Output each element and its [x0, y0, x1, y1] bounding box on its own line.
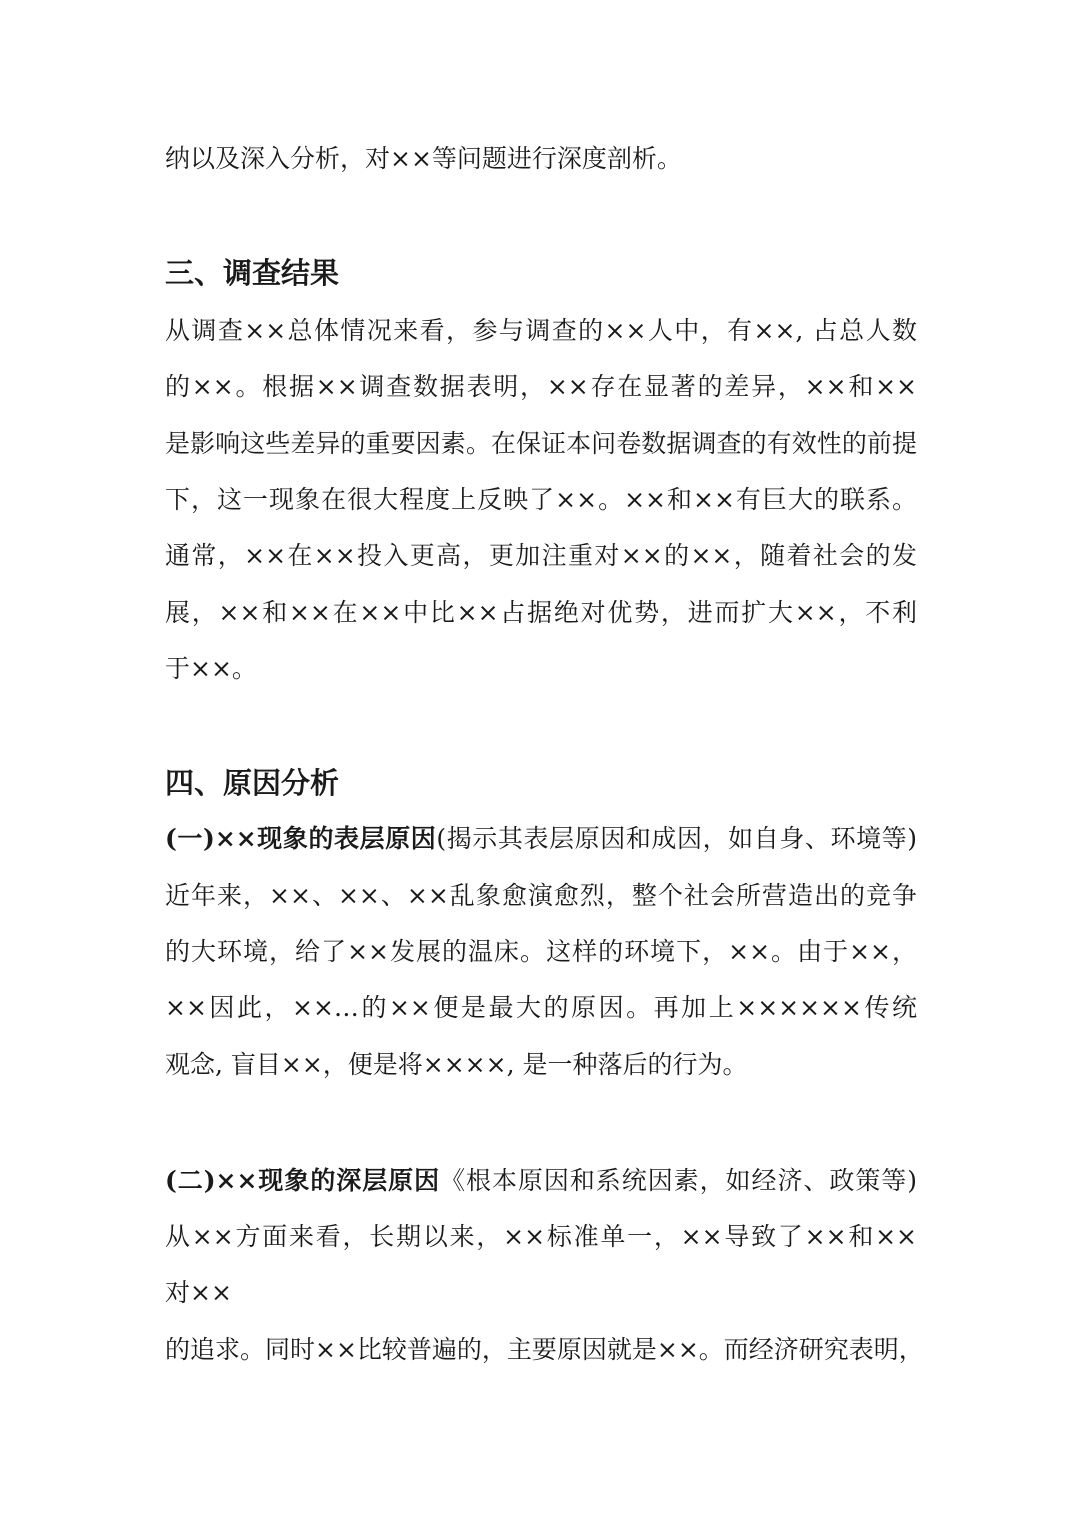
paragraph-line: 近年来，××、××、××乱象愈演愈烈，整个社会所营造出的竞争 [165, 881, 917, 910]
section-heading-results: 三、调查结果 [165, 256, 340, 290]
paragraph-line: 通常，××在××投入更高，更加注重对××的××，随着社会的发 [165, 541, 917, 570]
paragraph-line: 展，××和××在××中比××占据绝对优势，进而扩大××，不利 [165, 598, 917, 627]
paragraph-line: 对×× [165, 1278, 232, 1307]
paragraph-line: 的追求。同时××比较普遍的，主要原因就是××。而经济研究表明， [165, 1335, 924, 1364]
paragraph-line: 于××。 [165, 654, 257, 683]
paragraph-line: 的××。根据××调查数据表明，××存在显著的差异，××和×× [165, 372, 917, 401]
subsection-title-note: 《根本原因和系统因素，如经济、政策等) [440, 1166, 917, 1195]
section-heading-analysis: 四、原因分析 [165, 766, 340, 800]
paragraph-line: 观念, 盲目××，便是将××××, 是一种落后的行为。 [165, 1050, 748, 1079]
subsection-title-deep [165, 1164, 917, 1198]
paragraph-line: 是影响这些差异的重要因素。在保证本问卷数据调查的有效性的前提 [165, 429, 917, 458]
subsection-title-bold: (二)××现象的深层原因 [165, 1166, 441, 1195]
paragraph-line: 的大环境，给了××发展的温床。这样的环境下，××。由于××， [165, 937, 917, 966]
paragraph-line: ××因此，××…的××便是最大的原因。再加上××××××传统 [165, 993, 917, 1022]
paragraph-line: 从调查××总体情况来看，参与调查的××人中，有××, 占总人数 [165, 316, 917, 345]
paragraph-line: 纳以及深入分析，对××等问题进行深度剖析。 [165, 144, 682, 173]
subsection-title-note: (揭示其表层原因和成因，如自身、环境等) [436, 824, 917, 853]
paragraph-line: 从××方面来看，长期以来，××标准单一，××导致了××和×× [165, 1222, 917, 1251]
subsection-title-bold: (一)××现象的表层原因 [165, 824, 437, 853]
paragraph-line: 下，这一现象在很大程度上反映了××。××和××有巨大的联系。 [165, 485, 917, 514]
subsection-title-surface [165, 822, 917, 856]
